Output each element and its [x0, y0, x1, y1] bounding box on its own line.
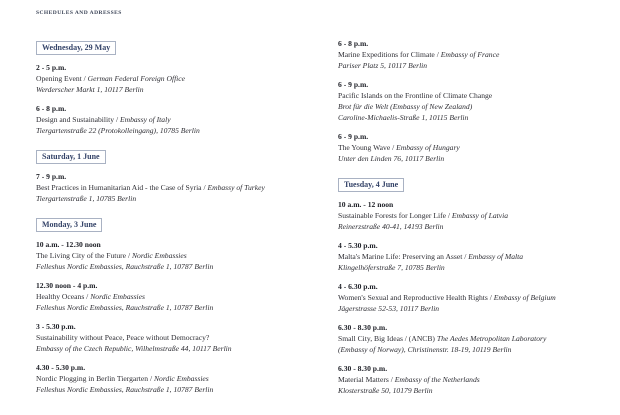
event-address: Jägerstrasse 52-53, 10117 Berlin [338, 304, 440, 313]
event-best-practices-humanitarian-aid [36, 171, 324, 204]
event-womens-health-rights [338, 281, 620, 314]
event-title: Marine Expeditions for Climate / Embassy of France [338, 50, 500, 59]
event-address: Felleshus Nordic Embassies, Rauchstraße 1, 10787 Berlin [36, 262, 214, 271]
event-time: 2 - 5 p.m. [36, 63, 67, 72]
event-time: 4 - 5.30 p.m. [338, 241, 378, 250]
event-time: 4 - 6.30 p.m. [338, 282, 378, 291]
page-title: SCHEDULES AND ADRESSES [36, 10, 122, 16]
event-opening-event [36, 62, 324, 95]
event-title: The Young Wave / Embassy of Hungary [338, 143, 460, 152]
event-title: Sustainable Forests for Longer Life / Embassy of Latvia [338, 211, 508, 220]
event-title: Opening Event / German Federal Foreign Office [36, 74, 186, 83]
event-address: Unter den Linden 76, 10117 Berlin [338, 154, 445, 163]
event-time: 10 a.m. - 12 noon [338, 200, 394, 209]
event-address: Felleshus Nordic Embassies, Rauchstraße 1, 10787 Berlin [36, 385, 214, 394]
event-title: Pacific Islands on the Frontline of Climate Change [338, 91, 493, 100]
event-time: 6.30 - 8.30 p.m. [338, 364, 388, 373]
event-address: Tiergartenstraße 1, 10785 Berlin [36, 194, 137, 203]
event-time: 6 - 8 p.m. [338, 39, 369, 48]
event-healthy-oceans [36, 280, 324, 313]
event-title: Best Practices in Humanitarian Aid - the Case of Syria / Embassy of Turkey [36, 183, 265, 192]
event-address: Pariser Platz 5, 10117 Berlin [338, 61, 428, 70]
event-small-city-big-ideas [338, 322, 620, 355]
event-time: 10 a.m. - 12.30 noon [36, 240, 101, 249]
event-title: Healthy Oceans / Nordic Embassies [36, 292, 145, 301]
event-sustainability-without-peace [36, 321, 324, 354]
schedule-column-right [338, 36, 620, 404]
event-address: Werderscher Markt 1, 10117 Berlin [36, 85, 144, 94]
event-maltas-marine-life [338, 240, 620, 273]
event-material-matters [338, 363, 620, 396]
schedule-column-left [36, 36, 324, 403]
event-time: 6 - 9 p.m. [338, 80, 369, 89]
event-time: 4.30 - 5.30 p.m. [36, 363, 86, 372]
event-time: 7 - 9 p.m. [36, 172, 67, 181]
event-venue: Brot für die Welt (Embassy of New Zealand) [338, 102, 473, 111]
event-sustainable-forests [338, 199, 620, 232]
event-address: (Embassy of Norway), Christinenstr. 18-19, 10119 Berlin [338, 345, 512, 354]
event-nordic-plogging [36, 362, 324, 395]
event-address: Felleshus Nordic Embassies, Rauchstraße 1, 10787 Berlin [36, 303, 214, 312]
event-title: Small City, Big Ideas / (ANCB) The Aedes Metropolitan Laboratory [338, 334, 547, 343]
event-address: Klingelhöferstraße 7, 10785 Berlin [338, 263, 445, 272]
date-header-saturday-1-june: Saturday, 1 June [36, 150, 106, 164]
date-header-monday-3-june: Monday, 3 June [36, 218, 102, 232]
event-address: Embassy of the Czech Republic, Wilhelmstraße 44, 10117 Berlin [36, 344, 232, 353]
event-time: 6 - 8 p.m. [36, 104, 67, 113]
event-the-young-wave [338, 131, 620, 164]
event-pacific-islands [338, 79, 620, 123]
event-address: Caroline-Michaelis-Straße 1, 10115 Berlin [338, 113, 469, 122]
event-marine-expeditions [338, 38, 620, 71]
event-title: Malta's Marine Life: Preserving an Asset / Embassy of Malta [338, 252, 524, 261]
event-address: Reinerzstraße 40-41, 14193 Berlin [338, 222, 444, 231]
event-design-and-sustainability [36, 103, 324, 136]
event-title: Women's Sexual and Reproductive Health Rights / Embassy of Belgium [338, 293, 556, 302]
event-title: Design and Sustainability / Embassy of Italy [36, 115, 171, 124]
event-time: 6.30 - 8.30 p.m. [338, 323, 388, 332]
event-address: Tiergartenstraße 22 (Protokolleingang), 10785 Berlin [36, 126, 200, 135]
event-time: 3 - 5.30 p.m. [36, 322, 76, 331]
event-title: Material Matters / Embassy of the Netherlands [338, 375, 480, 384]
date-header-tuesday-4-june: Tuesday, 4 June [338, 178, 404, 192]
event-address: Klosterstraße 50, 10179 Berlin [338, 386, 433, 395]
event-time: 6 - 9 p.m. [338, 132, 369, 141]
event-living-city-of-the-future [36, 239, 324, 272]
event-title: Sustainability without Peace, Peace without Democracy? [36, 333, 210, 342]
event-title: Nordic Plogging in Berlin Tiergarten / Nordic Embassies [36, 374, 209, 383]
event-time: 12.30 noon - 4 p.m. [36, 281, 98, 290]
date-header-wednesday-29-may: Wednesday, 29 May [36, 41, 116, 55]
event-title: The Living City of the Future / Nordic Embassies [36, 251, 187, 260]
